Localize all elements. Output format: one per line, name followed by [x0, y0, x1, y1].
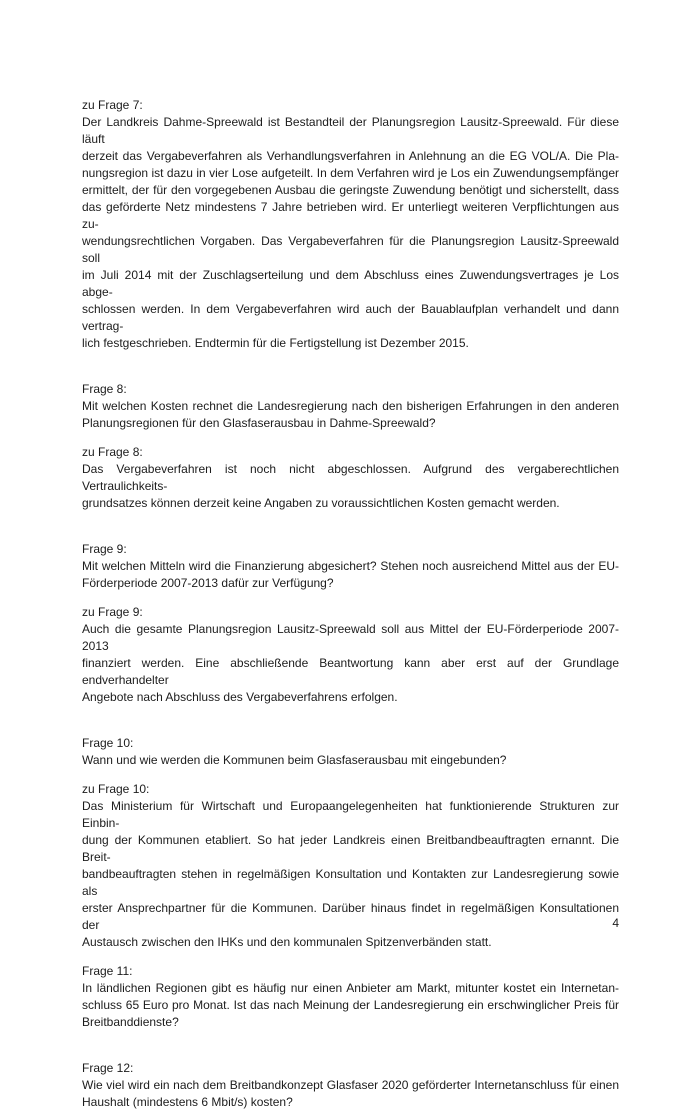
section-label: zu Frage 8: [82, 445, 143, 459]
text-line: Förderperiode 2007-2013 dafür zur Verfügung? [82, 576, 334, 590]
text-line: finanziert werden. Eine abschließende Beantwortung kann aber erst auf der Grundlage endverhandelter [82, 656, 619, 687]
section-zu-frage-8 [82, 444, 619, 512]
text-line: Mit welchen Mitteln wird die Finanzierung abgesichert? Stehen noch ausreichend Mittel aus der EU- [82, 559, 619, 573]
text-line: Angebote nach Abschluss des Vergabeverfahrens erfolgen. [82, 690, 398, 704]
section-label: zu Frage 9: [82, 605, 143, 619]
text-line: Auch die gesamte Planungsregion Lausitz-Spreewald soll aus Mittel der EU-Förderperiode 2007-2013 [82, 622, 619, 653]
text-line: ermittelt, der für den vorgegebenen Ausbau die geringste Zuwendung benötigt und sicherstellt, dass [82, 183, 619, 197]
text-line: nungsregion ist dazu in vier Lose aufgeteilt. In dem Verfahren wird je Los ein Zuwendungsempfänger [82, 166, 619, 180]
text-line: wendungsrechtlichen Vorgaben. Das Vergabeverfahren für die Planungsregion Lausitz-Spreewald soll [82, 234, 619, 265]
section-frage-10 [82, 735, 619, 769]
section-label: Frage 11: [82, 964, 133, 978]
text-line: schlossen werden. In dem Vergabeverfahren wird auch der Bauablaufplan verhandelt und dann vertrag- [82, 302, 619, 333]
text-line: Mit welchen Kosten rechnet die Landesregierung nach den bisherigen Erfahrungen in den anderen [82, 399, 619, 413]
text-line: derzeit das Vergabeverfahren als Verhandlungsverfahren in Anlehnung an die EG VOL/A. Die Pla- [82, 149, 619, 163]
document-body [82, 97, 619, 1111]
text-line: dung der Kommunen etabliert. So hat jeder Landkreis einen Breitbandbeauftragten ernannt. Die Breit- [82, 833, 619, 864]
text-line: Haushalt (mindestens 6 Mbit/s) kosten? [82, 1095, 293, 1109]
section-frage-9 [82, 541, 619, 592]
section-zu-frage-9 [82, 604, 619, 706]
section-label: Frage 8: [82, 382, 127, 396]
text-line: Wann und wie werden die Kommunen beim Glasfaserausbau mit eingebunden? [82, 753, 507, 767]
text-line: Der Landkreis Dahme-Spreewald ist Bestandteil der Planungsregion Lausitz-Spreewald. Für diese läuft [82, 115, 619, 146]
text-line: bandbeauftragten stehen in regelmäßigen Konsultation und Kontakten zur Landesregierung sowie als [82, 867, 619, 898]
section-frage-12 [82, 1060, 619, 1111]
text-line: grundsatzes können derzeit keine Angaben zu voraussichtlichen Kosten gemacht werden. [82, 496, 560, 510]
section-zu-frage-7 [82, 97, 619, 352]
text-line: Breitbanddienste? [82, 1015, 179, 1029]
text-line: Austausch zwischen den IHKs und den kommunalen Spitzenverbänden statt. [82, 935, 492, 949]
section-label: Frage 9: [82, 542, 127, 556]
page-number: 4 [612, 916, 619, 930]
text-line: In ländlichen Regionen gibt es häufig nur einen Anbieter am Markt, mitunter kostet ein Internetan- [82, 981, 619, 995]
text-line: Das Vergabeverfahren ist noch nicht abgeschlossen. Aufgrund des vergaberechtlichen Vertraulichkeits- [82, 462, 619, 493]
section-label: Frage 10: [82, 736, 134, 750]
text-line: das geförderte Netz mindestens 7 Jahre betrieben wird. Er unterliegt weiteren Verpflichtungen aus zu- [82, 200, 619, 231]
text-line: erster Ansprechpartner für die Kommunen. Darüber hinaus findet in regelmäßigen Konsultationen der [82, 901, 619, 932]
text-line: Das Ministerium für Wirtschaft und Europaangelegenheiten hat funktionierende Strukturen zur Einbin- [82, 799, 619, 830]
text-line: Wie viel wird ein nach dem Breitbandkonzept Glasfaser 2020 geförderter Internetanschluss für einen [82, 1078, 619, 1092]
text-line: lich festgeschrieben. Endtermin für die Fertigstellung ist Dezember 2015. [82, 336, 469, 350]
section-frage-11 [82, 963, 619, 1031]
section-label: zu Frage 10: [82, 782, 150, 796]
section-label: Frage 12: [82, 1061, 134, 1075]
section-frage-8 [82, 381, 619, 432]
text-line: im Juli 2014 mit der Zuschlagserteilung und dem Abschluss eines Zuwendungsvertrages je Los abge- [82, 268, 619, 299]
text-line: schluss 65 Euro pro Monat. Ist das nach Meinung der Landesregierung ein erschwinglicher Preis für [82, 998, 619, 1012]
text-line: Planungsregionen für den Glasfaserausbau in Dahme-Spreewald? [82, 416, 436, 430]
section-label: zu Frage 7: [82, 98, 143, 112]
